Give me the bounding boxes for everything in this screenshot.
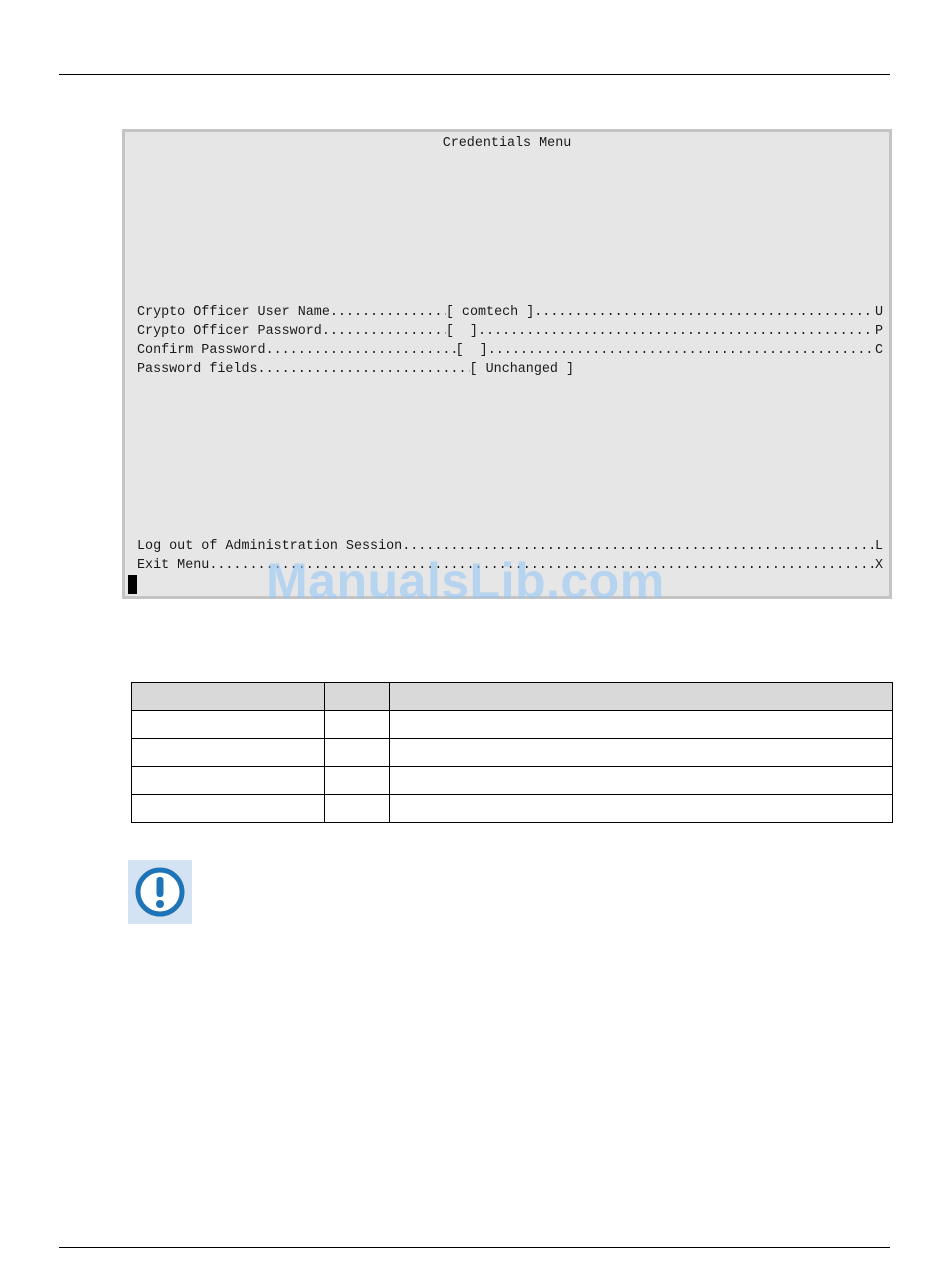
option-label: Crypto Officer User Name (137, 305, 330, 320)
option-table (131, 682, 893, 823)
option-label: Confirm Password (137, 343, 266, 358)
table-cell (132, 739, 325, 767)
table-row (132, 711, 893, 739)
password-fields-status (137, 360, 883, 379)
table-cell (132, 795, 325, 823)
table-row (132, 767, 893, 795)
table-cell (390, 795, 893, 823)
option-value: [ Unchanged ] (469, 362, 575, 377)
table-header-row (132, 683, 893, 711)
option-key: X (874, 558, 883, 573)
leader-dots (478, 322, 875, 341)
terminal-cursor (128, 575, 137, 594)
leader-dots (322, 322, 446, 341)
option-label: Log out of Administration Session (137, 539, 403, 554)
menu-option-confirm-password[interactable] (137, 341, 883, 360)
option-key: U (874, 305, 883, 320)
exclamation-circle-icon (132, 864, 188, 920)
table-header-cell (390, 683, 893, 711)
option-value: [ ] (445, 324, 478, 339)
option-value: [ ] (455, 343, 488, 358)
option-key: L (874, 539, 883, 554)
table-header-cell (325, 683, 390, 711)
table-header-cell (132, 683, 325, 711)
table-cell (390, 711, 893, 739)
leader-dots (330, 303, 446, 322)
leader-dots (534, 303, 875, 322)
menu-option-password[interactable] (137, 322, 883, 341)
exclamation-circle-icon (128, 860, 192, 924)
table-cell (325, 795, 390, 823)
option-value: [ comtech ] (445, 305, 535, 320)
watermark: ManualsLib.com (266, 553, 665, 609)
option-label: Exit Menu (137, 558, 210, 573)
option-key: P (874, 324, 883, 339)
leader-dots (258, 360, 470, 379)
option-label: Crypto Officer Password (137, 324, 322, 339)
table-row (132, 739, 893, 767)
table-cell (132, 711, 325, 739)
menu-title: Credentials Menu (442, 136, 572, 151)
table-cell (325, 711, 390, 739)
footer-rule (59, 1247, 890, 1248)
table-cell (325, 739, 390, 767)
option-key: C (874, 343, 883, 358)
table-row (132, 795, 893, 823)
menu-option-user-name[interactable] (137, 303, 883, 322)
table-cell (132, 767, 325, 795)
header-rule (59, 74, 890, 75)
leader-dots (488, 341, 875, 360)
leader-dots (266, 341, 456, 360)
table-cell (325, 767, 390, 795)
terminal-window[interactable] (122, 129, 892, 599)
table-cell (390, 739, 893, 767)
table-cell (390, 767, 893, 795)
option-label: Password fields (137, 362, 258, 377)
